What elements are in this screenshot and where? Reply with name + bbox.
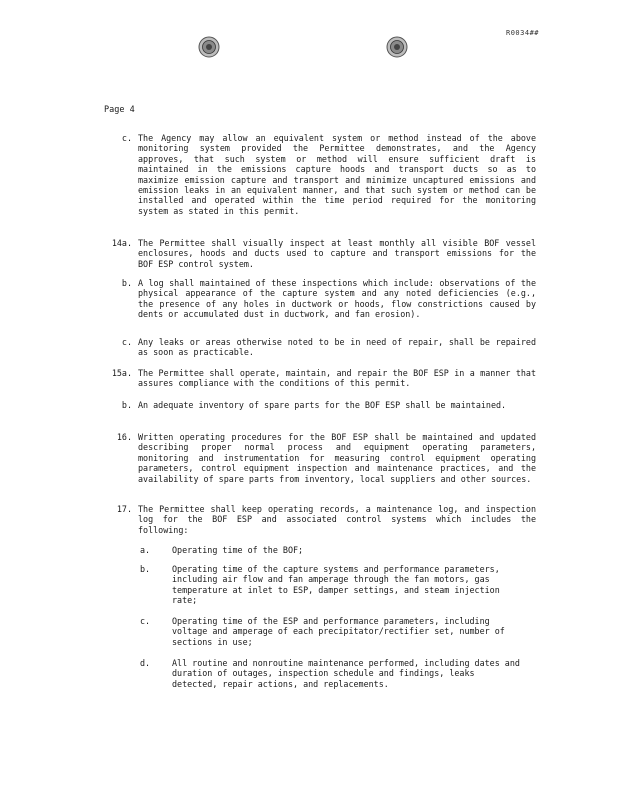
condition-marker: 17. [116, 504, 132, 514]
seal-stamp-left [198, 36, 220, 58]
subitem-marker: d. [140, 658, 151, 668]
subitem-text: Operating time of the ESP and performance parameters, including voltage and amperage of each precipitator/rectifier set, number of sections in use; [172, 616, 505, 647]
condition-text: The Permittee shall visually inspect at least monthly all visible BOF vessel enclosures, hoods and ducts used to capture and transport emissions for the BOF ESP control system. [138, 238, 536, 269]
condition-text: The Permittee shall keep operating records, a maintenance log, and inspection log for the BOF ESP and associated control systems which includes the following: [138, 504, 536, 535]
page-label: Page 4 [104, 105, 135, 115]
subitem-marker: b. [140, 564, 151, 574]
condition-marker: 14a. [111, 238, 132, 248]
condition-marker: 16. [116, 432, 132, 442]
subitem-marker: c. [140, 616, 151, 626]
subitem-text: Operating time of the BOF; [172, 545, 304, 555]
condition-text: The Permittee shall operate, maintain, and repair the BOF ESP in a manner that assures compliance with the conditions of this permit. [138, 368, 536, 389]
condition-text: A log shall maintained of these inspections which include: observations of the physical appearance of the capture system and any noted deficiencies (e.g., the presence of any holes in ductwork or hoods, flow constrictions caused by dents or accumulated dust in ductwork, and fan erosion). [138, 278, 536, 320]
subitem-marker: a. [140, 545, 151, 555]
subitem-text: All routine and nonroutine maintenance performed, including dates and duration of outages, inspection schedule and findings, leaks detected, repair actions, and replacements. [172, 658, 520, 689]
condition-text: Any leaks or areas otherwise noted to be in need of repair, shall be repaired as soon as practicable. [138, 337, 536, 358]
condition-marker: 15a. [111, 368, 132, 378]
subitem-text: Operating time of the capture systems and performance parameters, including air flow and fan amperage through the fan motors, gas temperature at inlet to ESP, damper settings, and steam injection rate; [172, 564, 500, 606]
condition-marker: c. [121, 337, 132, 347]
condition-marker: b. [121, 278, 132, 288]
document-id: R0034## [506, 29, 540, 37]
seal-stamp-right [386, 36, 408, 58]
condition-text: The Agency may allow an equivalent system or method instead of the above monitoring system provided the Permittee demonstrates, and the Agency approves, that such system or method will ensure sufficient draft is maintained in the emissions capture hoods and transport ducts so as to maximize emission capture and transport and minimize uncaptured emissions and emission leaks in an equivalent manner, and that such system or method can be installed and operated within the time period required for the monitoring system as stated in this permit. [138, 133, 536, 216]
condition-marker: b. [121, 400, 132, 410]
condition-text: An adequate inventory of spare parts for the BOF ESP shall be maintained. [138, 400, 507, 410]
condition-text: Written operating procedures for the BOF ESP shall be maintained and updated describing proper normal process and equipment operating parameters, monitoring and instrumentation for measuring control equipment operating parameters, control equipment inspection and maintenance practices, and the availability of spare parts from inventory, local suppliers and other sources. [138, 432, 536, 484]
condition-marker: c. [121, 133, 132, 143]
